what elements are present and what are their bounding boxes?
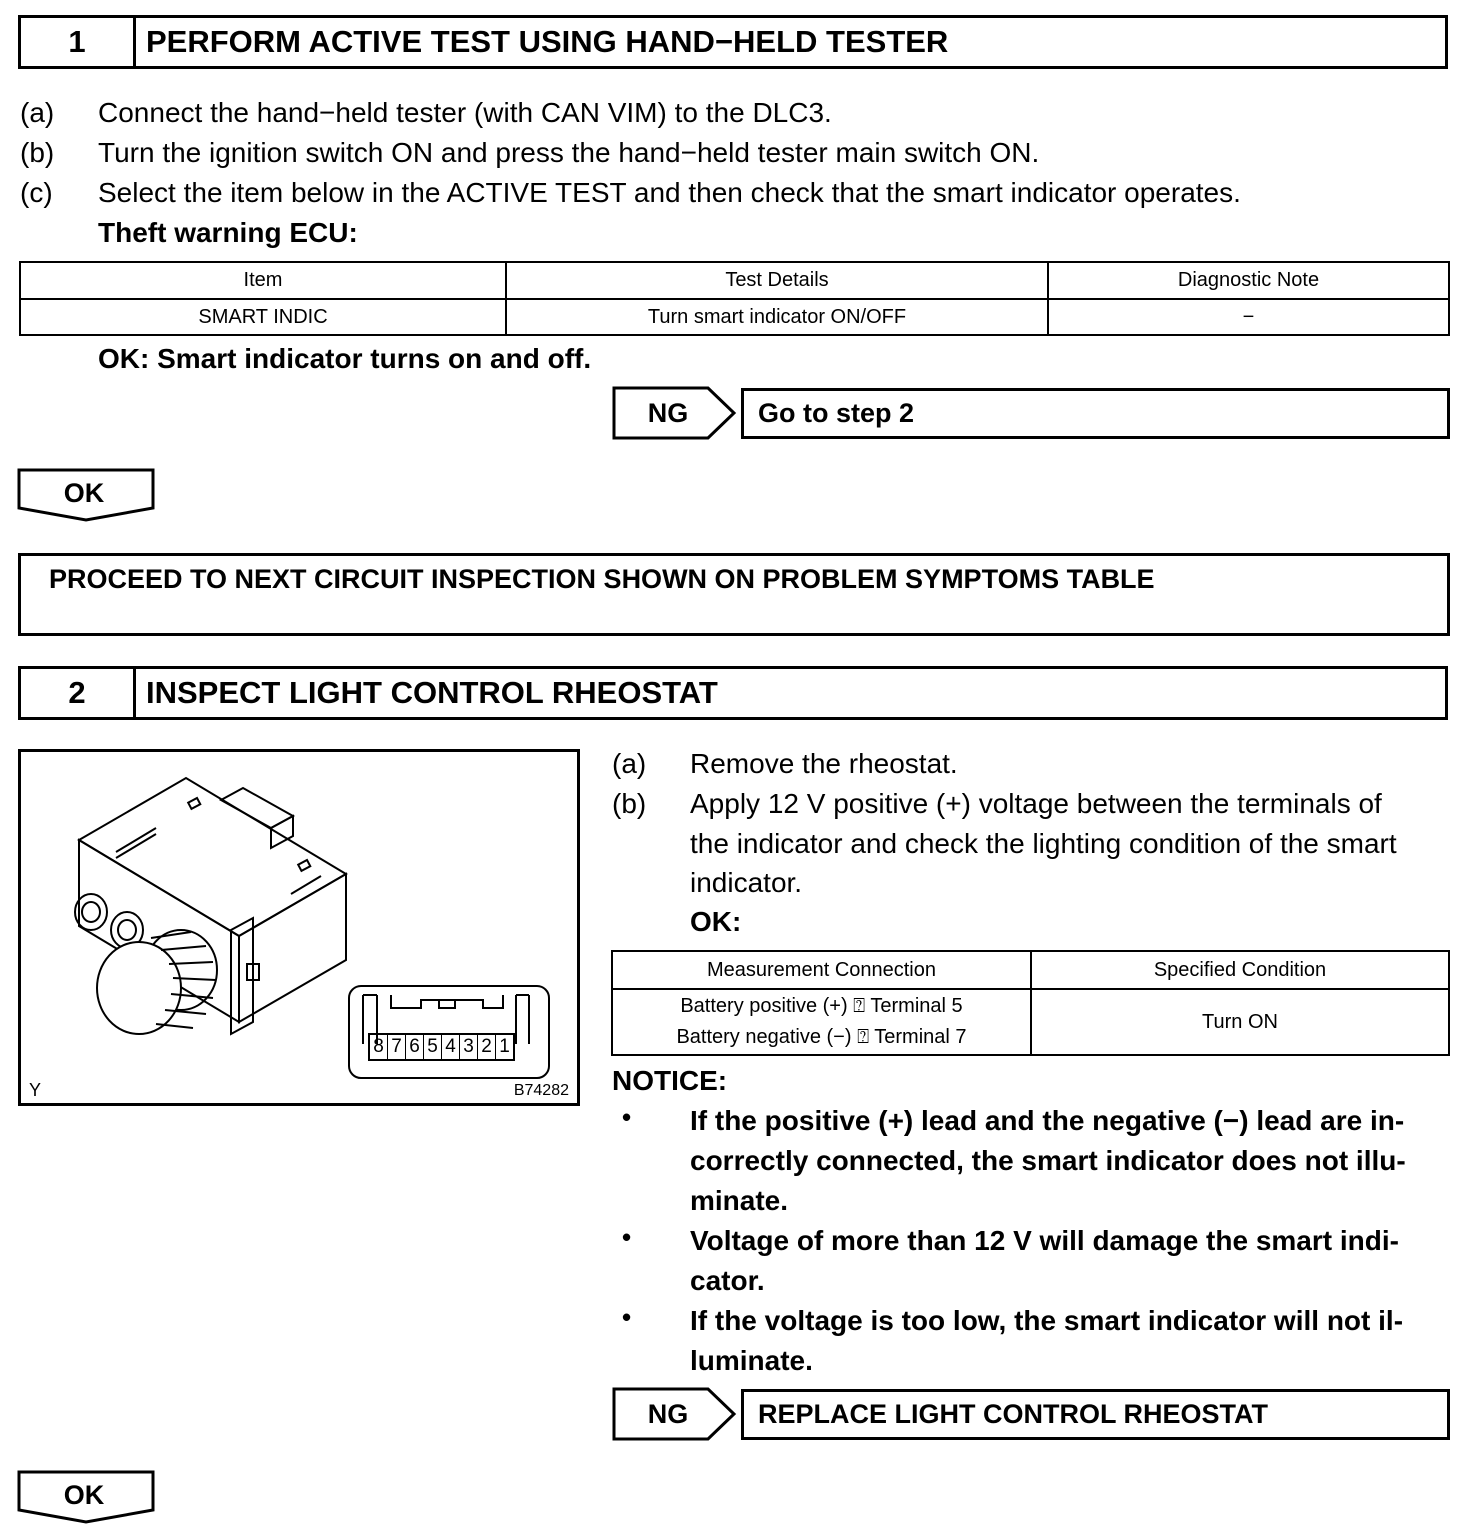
proceed-text: PROCEED TO NEXT CIRCUIT INSPECTION SHOWN ON PROBLEM SYMPTOMS TABLE: [49, 564, 1155, 594]
proceed-box: [18, 553, 1450, 636]
item-label: (a): [612, 748, 647, 779]
notice-heading: NOTICE:: [612, 1065, 728, 1096]
bullet-icon: •: [622, 1302, 632, 1332]
terminal-label: 5: [424, 1035, 442, 1059]
measurement-table: [611, 950, 1450, 1056]
item-label: (b): [612, 788, 647, 819]
table-cell: Turn smart indicator ON/OFF: [506, 299, 1048, 335]
ng-label: NG: [647, 1398, 689, 1429]
step2-number: 2: [21, 669, 136, 717]
step2-item-b-line2: the indicator and check the lighting condition of the smart: [690, 828, 1397, 859]
ng-result-box: [741, 1389, 1450, 1440]
step2-title: INSPECT LIGHT CONTROL RHEOSTAT: [146, 675, 718, 710]
step2-item-b-line3: indicator.: [690, 867, 803, 898]
terminal-block: [368, 1033, 515, 1061]
table-cell: −: [1048, 299, 1449, 335]
item-text: Remove the rheostat.: [690, 748, 958, 779]
item-text: Select the item below in the ACTIVE TEST and then check that the smart indicator operates.: [98, 177, 1241, 208]
bullet-icon: •: [622, 1102, 632, 1132]
step1-header: [18, 15, 1448, 69]
terminal-label: 4: [442, 1035, 460, 1059]
ng-label: NG: [647, 397, 689, 428]
terminal-label: 3: [460, 1035, 478, 1059]
item-text: Connect the hand−held tester (with CAN VIM) to the DLC3.: [98, 97, 832, 128]
step2-header: [18, 666, 1448, 720]
notice-line: If the voltage is too low, the smart indicator will not il-: [690, 1305, 1404, 1336]
table-header: Measurement Connection: [612, 951, 1031, 989]
item-label: (b): [20, 137, 55, 168]
item-text-line: Apply 12 V positive (+) voltage between the terminals of: [690, 788, 1382, 819]
table-header: Diagnostic Note: [1048, 262, 1449, 299]
table-header: Test Details: [506, 262, 1048, 299]
terminal-label: 7: [388, 1035, 406, 1059]
rheostat-figure: [18, 749, 580, 1106]
step1-subheading: Theft warning ECU:: [98, 217, 358, 248]
notice-line: correctly connected, the smart indicator does not illu-: [690, 1145, 1406, 1176]
terminal-label: 2: [478, 1035, 496, 1059]
connection-line: Battery positive (+) ⍰ Terminal 5: [680, 995, 963, 1017]
terminal-label: 8: [370, 1035, 388, 1059]
figure-id: B74282: [513, 1082, 569, 1099]
bullet-icon: •: [622, 1222, 632, 1252]
notice-line: cator.: [690, 1265, 765, 1296]
table-cell: [612, 989, 1031, 1055]
ng-result-text: Go to step 2: [758, 398, 915, 428]
step1-title: PERFORM ACTIVE TEST USING HAND−HELD TESTER: [146, 24, 949, 59]
notice-line: luminate.: [690, 1345, 813, 1376]
ok-label: OK: [63, 477, 105, 508]
table-cell: SMART INDIC: [20, 299, 506, 335]
table-header: Item: [20, 262, 506, 299]
ng-result-text: REPLACE LIGHT CONTROL RHEOSTAT: [758, 1399, 1268, 1429]
notice-line: Voltage of more than 12 V will damage the smart indi-: [690, 1225, 1399, 1256]
step1-ok-criteria: OK: Smart indicator turns on and off.: [98, 343, 592, 374]
notice-line: If the positive (+) lead and the negative (−) lead are in-: [690, 1105, 1405, 1136]
ok-label: OK: [63, 1479, 105, 1510]
step2-ok-heading: OK:: [690, 906, 742, 937]
item-label: (a): [20, 97, 55, 128]
step1-number: 1: [21, 18, 136, 66]
terminal-label: 1: [499, 1036, 510, 1057]
active-test-table: [19, 261, 1450, 336]
item-label: (c): [20, 177, 53, 208]
terminal-label: 6: [406, 1035, 424, 1059]
ng-result-box: [741, 388, 1450, 439]
table-header: Specified Condition: [1031, 951, 1449, 989]
notice-line: minate.: [690, 1185, 789, 1216]
table-cell: Turn ON: [1031, 989, 1449, 1055]
figure-corner-label: Y: [29, 1080, 42, 1100]
item-text: Turn the ignition switch ON and press the hand−held tester main switch ON.: [98, 137, 1040, 168]
connection-line: Battery negative (−) ⍰ Terminal 7: [676, 1026, 967, 1048]
